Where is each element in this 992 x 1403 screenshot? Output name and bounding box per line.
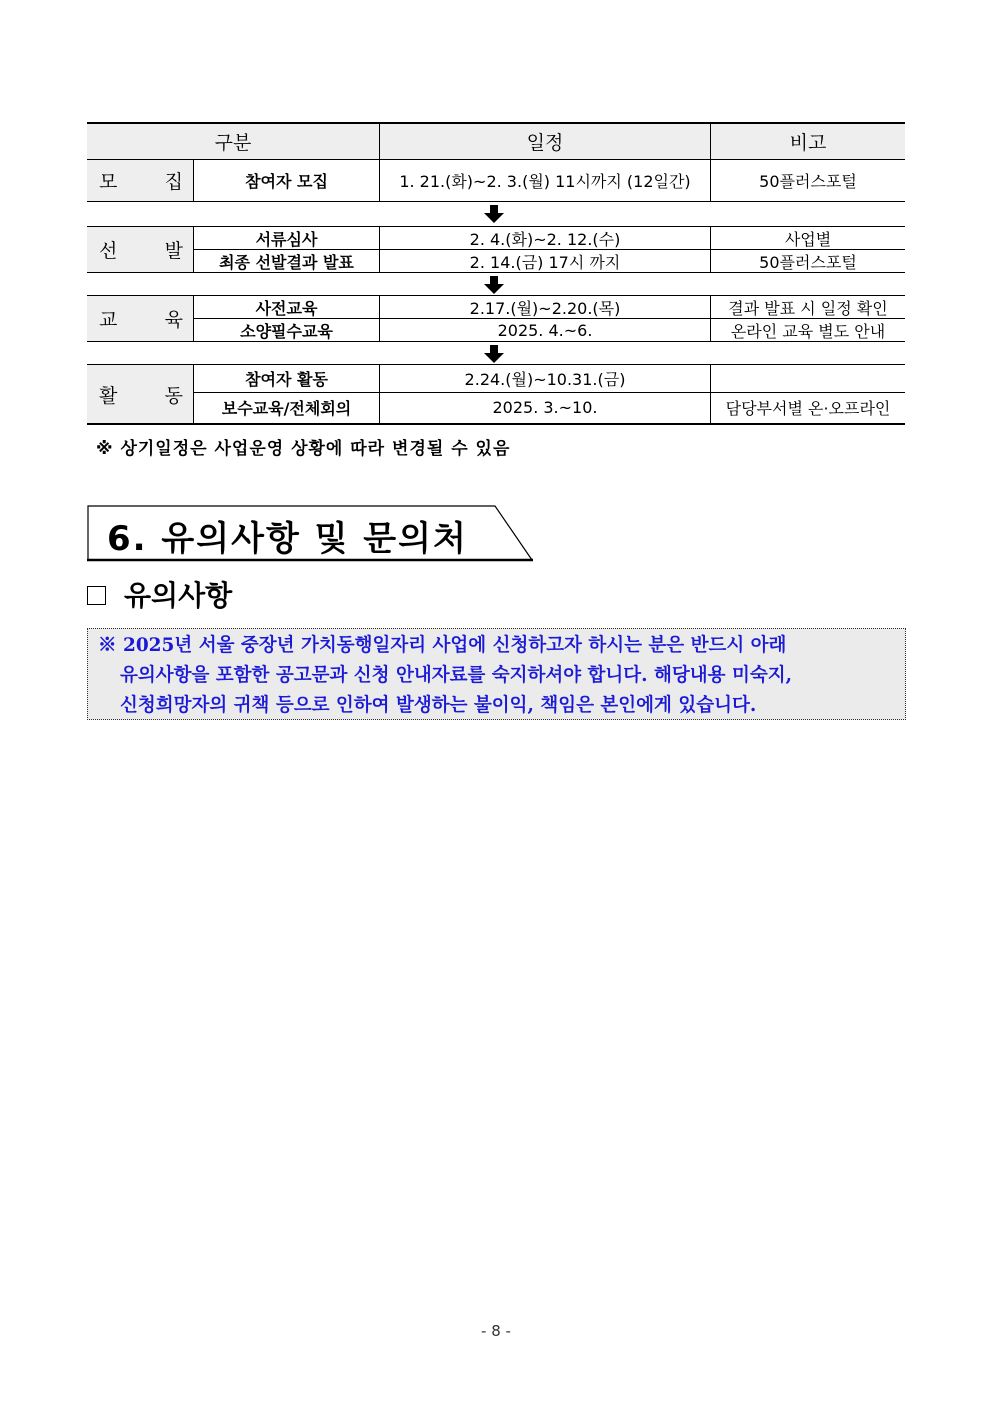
notice-line: ※ 2025년 서울 중장년 가치동행일자리 사업에 신청하고자 하시는 분은 반드시 아래 — [98, 635, 787, 656]
table-group-selection — [87, 226, 905, 273]
table-header-row — [87, 122, 905, 160]
table-group-activity — [87, 364, 905, 425]
group-label: 선 발 — [87, 227, 194, 272]
notice-line: 유의사항을 포함한 공고문과 신청 안내자료를 숙지하셔야 합니다. 해당내용 미숙지, — [120, 665, 793, 686]
group-label: 모 집 — [87, 160, 194, 201]
page-number: - 8 - — [481, 1322, 511, 1340]
table-row — [194, 296, 905, 318]
subheading-text: 유의사항 — [124, 579, 233, 612]
group-label: 교 육 — [87, 296, 194, 341]
table-group-recruitment — [87, 160, 905, 202]
row-remark: 50플러스포털 — [759, 252, 857, 272]
row-schedule: 2.17.(월)~2.20.(목) — [380, 296, 711, 318]
table-row — [194, 249, 905, 272]
header-schedule: 일정 — [380, 124, 711, 159]
table-row — [194, 160, 905, 201]
row-remark: 결과 발표 시 일정 확인 — [728, 298, 888, 318]
section-title: 6. 유의사항 및 문의처 — [107, 519, 468, 559]
table-row — [194, 392, 905, 423]
row-schedule: 1. 21.(화)~2. 3.(월) 11시까지 (12일간) — [380, 160, 711, 201]
notice-box — [87, 628, 906, 720]
table-row — [194, 227, 905, 249]
down-arrow-icon — [484, 276, 504, 294]
subheading — [87, 574, 232, 614]
row-remark: 온라인 교육 별도 안내 — [730, 321, 886, 341]
row-remark — [711, 365, 905, 392]
header-category: 구분 — [87, 124, 380, 159]
down-arrow-icon — [484, 205, 504, 223]
row-item: 보수교육/전체회의 — [194, 393, 380, 423]
row-schedule: 2. 4.(화)~2. 12.(수) — [380, 227, 711, 249]
row-schedule: 2025. 3.~10. — [380, 393, 711, 423]
empty-square-icon — [87, 586, 106, 605]
flow-arrow-row — [87, 342, 905, 364]
row-schedule: 2025. 4.~6. — [380, 319, 711, 341]
row-item: 서류심사 — [194, 227, 380, 249]
flow-arrow-row — [87, 273, 905, 295]
header-remark: 비고 — [789, 132, 827, 154]
group-label: 활 동 — [87, 365, 194, 423]
row-item: 참여자 모집 — [194, 160, 380, 201]
row-item: 최종 선발결과 발표 — [194, 250, 380, 272]
row-schedule: 2.24.(월)~10.31.(금) — [380, 365, 711, 392]
table-group-education — [87, 295, 905, 342]
section-title-box — [87, 505, 533, 561]
row-item: 소양필수교육 — [194, 319, 380, 341]
schedule-table — [87, 122, 905, 425]
flow-arrow-row — [87, 202, 905, 226]
table-row — [194, 318, 905, 341]
row-remark: 담당부서별 온·오프라인 — [725, 399, 891, 419]
down-arrow-icon — [484, 345, 504, 363]
row-item: 참여자 활동 — [194, 365, 380, 392]
row-item: 사전교육 — [194, 296, 380, 318]
row-schedule: 2. 14.(금) 17시 까지 — [380, 250, 711, 272]
notice-line: 신청희망자의 귀책 등으로 인하여 발생하는 불이익, 책임은 본인에게 있습니다. — [120, 695, 757, 716]
row-remark: 50플러스포털 — [759, 172, 857, 191]
row-remark: 사업별 — [784, 229, 832, 249]
schedule-footnote: ※ 상기일정은 사업운영 상황에 따라 변경될 수 있음 — [96, 439, 511, 459]
table-row — [194, 365, 905, 392]
